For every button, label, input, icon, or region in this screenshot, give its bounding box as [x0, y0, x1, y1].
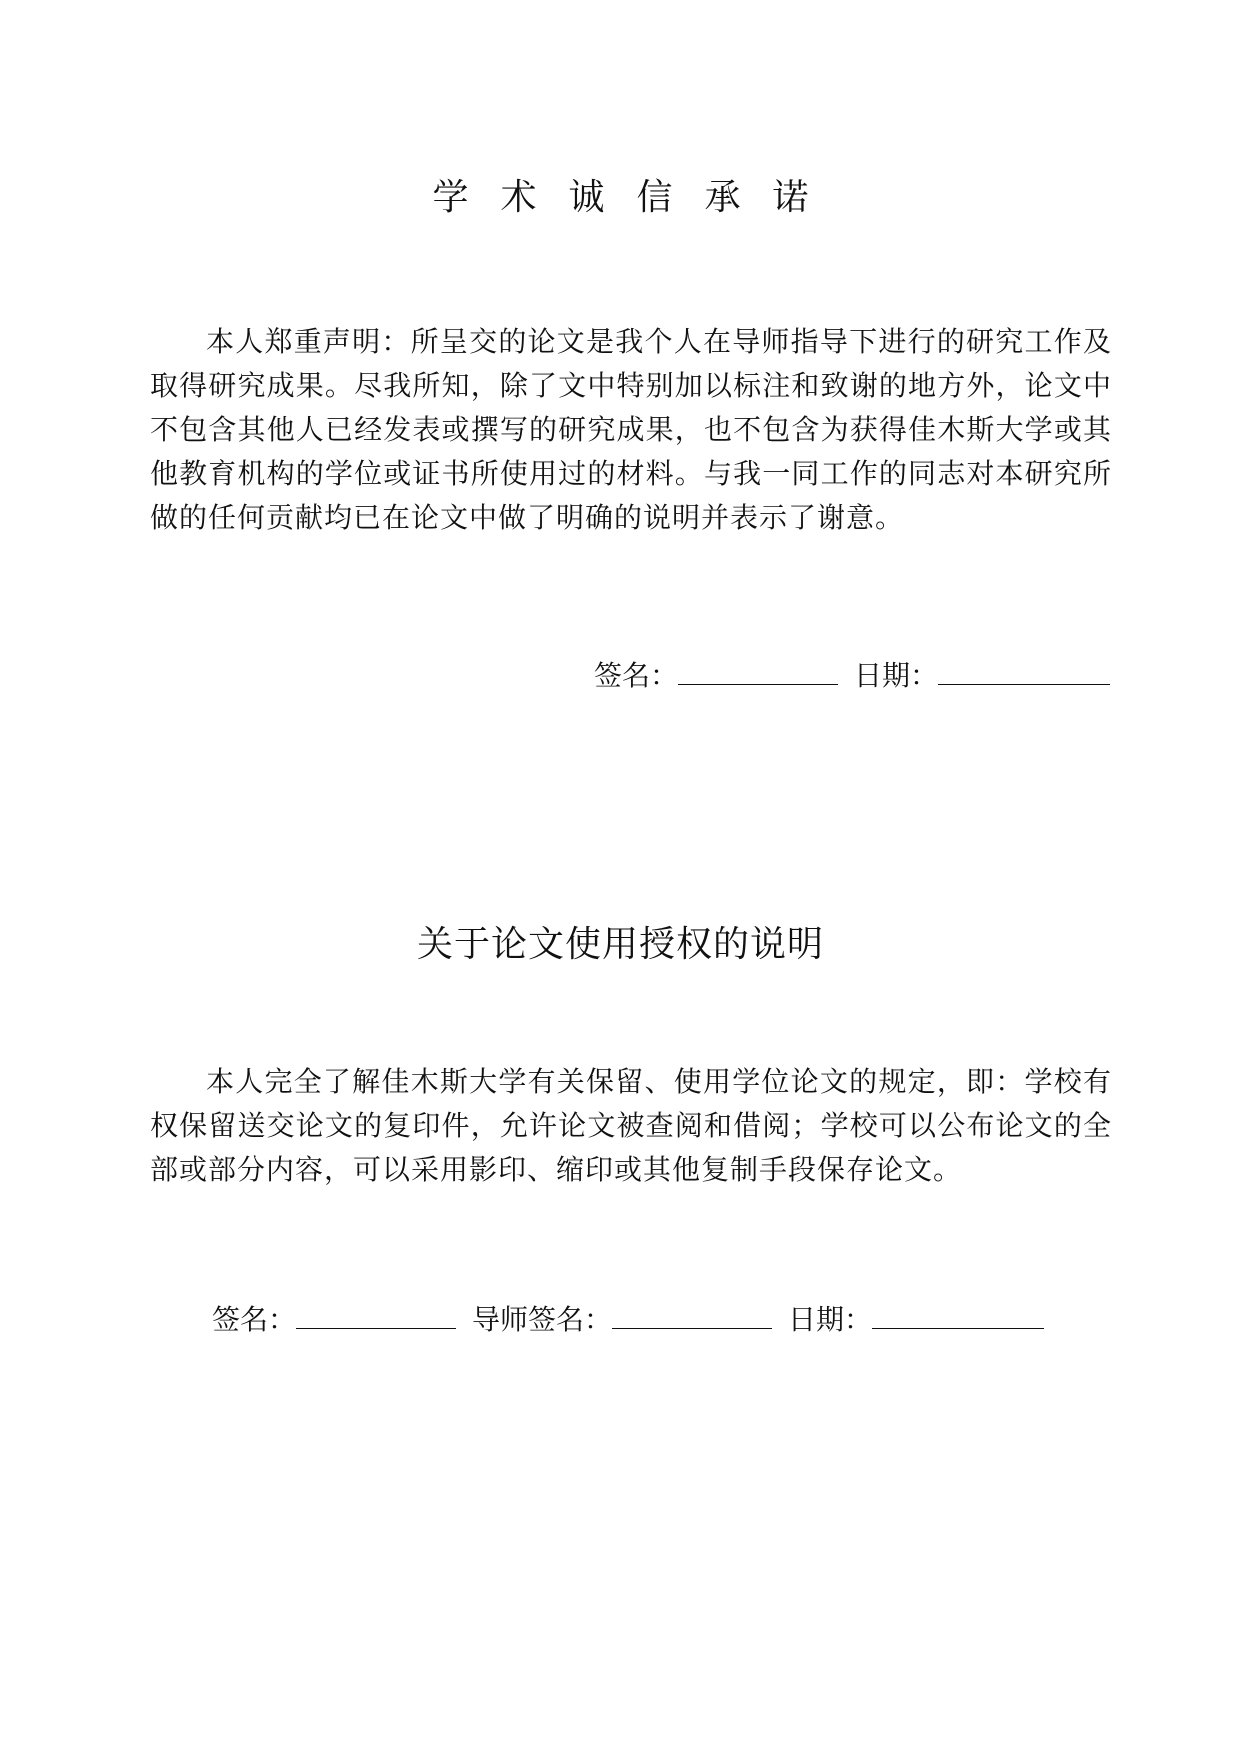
advisor-signature-blank	[612, 1306, 772, 1329]
integrity-signature-row	[594, 656, 1126, 696]
date-label: 日期：	[788, 1303, 873, 1336]
date-blank	[872, 1306, 1044, 1329]
signature-blank	[296, 1306, 456, 1329]
signature-label: 签名：	[212, 1303, 297, 1336]
date-blank	[938, 662, 1110, 685]
authorization-title: 关于论文使用授权的说明	[416, 924, 824, 965]
signature-label: 签名：	[594, 659, 679, 692]
authorization-signature-row	[212, 1300, 1060, 1340]
authorization-statement: 本人完全了解佳木斯大学有关保留、使用学位论文的规定，即：学校有权保留送交论文的复印件，允许论文被查阅和借阅；学校可以公布论文的全部或部分内容，可以采用影印、缩印或其他复制手段保存论文。	[150, 1065, 1112, 1186]
advisor-signature-label: 导师签名：	[472, 1303, 613, 1336]
signature-blank	[678, 662, 838, 685]
integrity-statement: 本人郑重声明：所呈交的论文是我个人在导师指导下进行的研究工作及取得研究成果。尽我所知，除了文中特别加以标注和致谢的地方外，论文中不包含其他人已经发表或撰写的研究成果，也不包含为获得佳木斯大学或其他教育机构的学位或证书所使用过的材料。与我一同工作的同志对本研究所做的任何贡献均已在论文中做了明确的说明并表示了谢意。	[150, 325, 1112, 534]
date-label: 日期：	[854, 659, 939, 692]
integrity-title: 学术诚信承诺	[432, 177, 841, 218]
